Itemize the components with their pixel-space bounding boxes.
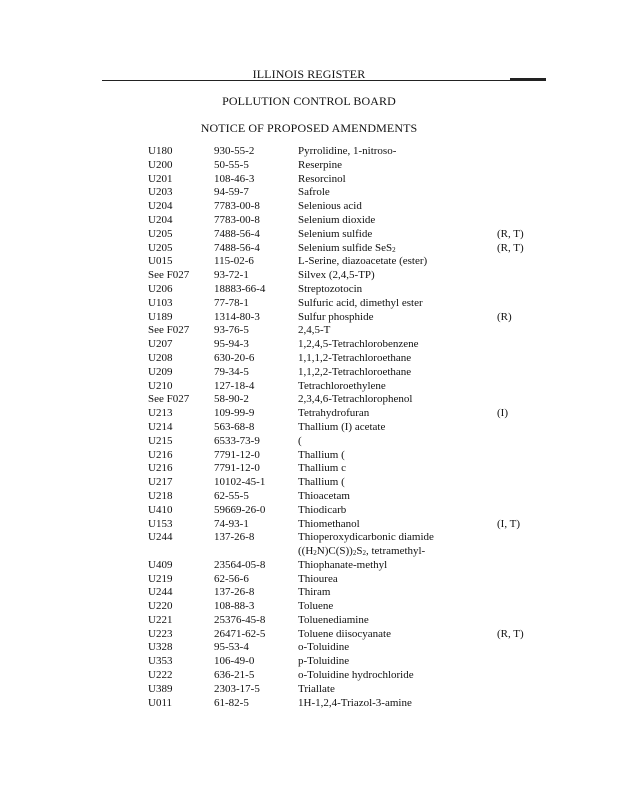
waste-code: U203 <box>148 186 173 199</box>
waste-code: U015 <box>148 255 173 268</box>
cas-number: 106-49-0 <box>214 655 255 668</box>
substance-name <box>298 242 396 256</box>
substance-name <box>298 655 349 669</box>
cas-number: 23564-05-8 <box>214 558 266 571</box>
waste-code: U221 <box>148 613 173 626</box>
cas-number: 7783-00-8 <box>214 200 260 213</box>
substance-name-line: 1,1,2,2-Tetrachloroethane <box>298 365 412 378</box>
notice-title: NOTICE OF PROPOSED AMENDMENTS <box>200 121 418 135</box>
substance-name <box>298 324 330 338</box>
cas-number: 62-56-6 <box>214 572 249 585</box>
substance-name <box>298 504 346 518</box>
cas-number: 115-02-6 <box>214 255 254 268</box>
substance-name-line: Thallium (I) acetate <box>298 420 386 433</box>
table-row <box>148 173 568 187</box>
substance-name <box>298 255 427 269</box>
substance-name-line: o-Toluidine hydrochloride <box>298 669 414 682</box>
substance-name-line: p-Toluidine <box>298 655 350 668</box>
substance-name <box>298 297 423 311</box>
cas-number: 74-93-1 <box>214 517 249 530</box>
substance-name-line: Thiodicarb <box>298 503 347 516</box>
table-row <box>148 490 568 504</box>
waste-code: U207 <box>148 338 173 351</box>
cas-number: 563-68-8 <box>214 420 255 433</box>
waste-code: U208 <box>148 351 173 364</box>
waste-code: U223 <box>148 627 173 640</box>
substance-name <box>298 573 338 587</box>
substance-name <box>298 352 411 366</box>
substance-name <box>298 393 412 407</box>
substance-name-line: Thallium ( <box>298 448 345 461</box>
substance-name <box>298 159 342 173</box>
table-row <box>148 655 568 669</box>
cas-number: 630-20-6 <box>214 351 255 364</box>
waste-code: U103 <box>148 296 173 309</box>
substance-name-line: 1,1,1,2-Tetrachloroethane <box>298 351 412 364</box>
substance-name-line: Sulfur phosphide <box>298 310 374 323</box>
waste-code: U219 <box>148 572 173 585</box>
substance-name-line: Reserpine <box>298 158 342 171</box>
table-row <box>148 614 568 628</box>
waste-code: U200 <box>148 158 173 171</box>
substance-name <box>298 186 330 200</box>
waste-code: U214 <box>148 420 173 433</box>
cas-number: 95-53-4 <box>214 641 249 654</box>
table-row <box>148 407 568 421</box>
table-row <box>148 269 568 283</box>
substance-name <box>298 407 369 421</box>
substance-name <box>298 476 345 490</box>
waste-code: U153 <box>148 517 173 530</box>
substance-name <box>298 683 335 697</box>
table-row <box>148 283 568 297</box>
cas-number: 93-76-5 <box>214 324 249 337</box>
table-row <box>148 311 568 325</box>
waste-code: U180 <box>148 145 173 157</box>
substance-name <box>298 421 385 435</box>
waste-code: U216 <box>148 448 173 461</box>
table-row <box>148 145 568 159</box>
cas-number: 10102-45-1 <box>214 476 266 489</box>
cas-number: 636-21-5 <box>214 669 255 682</box>
cas-number: 26471-62-5 <box>214 627 266 640</box>
waste-code: See F027 <box>148 393 190 406</box>
waste-code: U210 <box>148 379 173 392</box>
hazard-code: (R) <box>497 310 512 323</box>
cas-number: 7488-56-4 <box>214 241 260 254</box>
cas-number: 59669-26-0 <box>214 503 266 516</box>
substance-name-line: Safrole <box>298 186 330 199</box>
waste-code: U220 <box>148 600 173 613</box>
waste-code: U222 <box>148 669 173 682</box>
cas-number: 50-55-5 <box>214 158 249 171</box>
hazard-code: (R, T) <box>497 241 524 254</box>
waste-code: U244 <box>148 531 173 544</box>
cas-number: 6533-73-9 <box>214 434 260 447</box>
waste-code: U011 <box>148 696 173 709</box>
table-row <box>148 462 568 476</box>
substance-name-line: Selenium sulfide <box>298 227 373 240</box>
table-row <box>148 600 568 614</box>
cas-number: 62-55-5 <box>214 489 249 502</box>
cas-number: 1314-80-3 <box>214 310 260 323</box>
waste-code: U209 <box>148 365 173 378</box>
table-row <box>148 628 568 642</box>
substance-name <box>298 518 360 532</box>
substance-name <box>298 600 333 614</box>
substance-name-line: Thiourea <box>298 572 338 585</box>
waste-code: U218 <box>148 489 173 502</box>
table-row <box>148 352 568 366</box>
cas-number: 94-59-7 <box>214 186 249 199</box>
substance-name-line: 2,3,4,6-Tetrachlorophenol <box>298 393 413 406</box>
substance-name-line: Thioperoxydicarbonic diamide <box>298 531 434 544</box>
waste-code: U205 <box>148 241 173 254</box>
cas-number: 7791-12-0 <box>214 462 260 475</box>
table-row <box>148 200 568 214</box>
cas-number: 61-82-5 <box>214 696 249 709</box>
waste-code: U409 <box>148 558 173 571</box>
substance-name-line: Thallium c <box>298 462 346 475</box>
substance-name-line: Toluene <box>298 600 334 613</box>
substance-name-line: 2,4,5-T <box>298 324 331 337</box>
board-name: POLLUTION CONTROL BOARD <box>222 94 396 108</box>
substance-name <box>298 214 375 228</box>
substance-name <box>298 531 434 559</box>
substance-name-line: Thioacetam <box>298 489 350 502</box>
waste-code: U353 <box>148 655 173 668</box>
substance-name <box>298 283 362 297</box>
substance-name-line: $((H_2N)C(S))_2S_2$, tetramethyl- <box>298 545 426 558</box>
table-row <box>148 214 568 228</box>
waste-code: U216 <box>148 462 173 475</box>
table-row <box>148 421 568 435</box>
cas-number: 95-94-3 <box>214 338 249 351</box>
waste-code: U201 <box>148 172 173 185</box>
cas-number: 58-90-2 <box>214 393 249 406</box>
table-row <box>148 186 568 200</box>
waste-code: See F027 <box>148 324 190 337</box>
substance-name-line: Thiomethanol <box>298 517 360 530</box>
table-row <box>148 531 568 558</box>
substance-name <box>298 200 362 214</box>
table-row <box>148 559 568 573</box>
substance-name <box>298 586 330 600</box>
waste-code: See F027 <box>148 269 190 282</box>
hazard-code: (R, T) <box>497 627 524 640</box>
hazard-code: (R, T) <box>497 227 524 240</box>
table-row <box>148 504 568 518</box>
substance-name <box>298 559 387 573</box>
table-row <box>148 435 568 449</box>
cas-number: 77-78-1 <box>214 296 249 309</box>
table-row <box>148 449 568 463</box>
table-row <box>148 228 568 242</box>
substance-name-line: Thallium ( <box>298 476 345 489</box>
substance-name <box>298 228 372 242</box>
table-row <box>148 586 568 600</box>
substance-name-line: 1H-1,2,4-Triazol-3-amine <box>298 696 412 709</box>
hazard-code: (I, T) <box>497 517 521 530</box>
table-row <box>148 641 568 655</box>
waste-code: U389 <box>148 682 173 695</box>
substance-name-line: Triallate <box>298 682 335 695</box>
table-row <box>148 297 568 311</box>
table-row <box>148 380 568 394</box>
substance-name <box>298 628 391 642</box>
substance-name <box>298 435 302 449</box>
table-row <box>148 255 568 269</box>
substance-name-line: o-Toluidine <box>298 641 350 654</box>
table-row <box>148 573 568 587</box>
cas-number: 108-46-3 <box>214 172 255 185</box>
substance-name-line: Silvex (2,4,5-TP) <box>298 269 375 282</box>
waste-code: U189 <box>148 310 173 323</box>
waste-code: U328 <box>148 641 173 654</box>
cas-number: 7783-00-8 <box>214 213 260 226</box>
substance-name-line: Pyrrolidine, 1-nitroso- <box>298 145 397 157</box>
register-title: ILLINOIS REGISTER <box>252 67 366 81</box>
substance-name <box>298 614 369 628</box>
cas-number: 137-26-8 <box>214 586 255 599</box>
waste-code: U204 <box>148 200 173 213</box>
table-row <box>148 476 568 490</box>
cas-number: 137-26-8 <box>214 531 255 544</box>
table-row <box>148 683 568 697</box>
table-row <box>148 338 568 352</box>
substance-name <box>298 269 375 283</box>
substance-name-line: Selenious acid <box>298 200 362 213</box>
cas-number: 109-99-9 <box>214 407 255 420</box>
waste-code: U213 <box>148 407 173 420</box>
substance-name-line: Resorcinol <box>298 172 346 185</box>
table-row <box>148 324 568 338</box>
substance-name-line: Streptozotocin <box>298 282 363 295</box>
substance-name <box>298 641 349 655</box>
substance-name <box>298 380 386 394</box>
substance-name <box>298 490 350 504</box>
table-row <box>148 242 568 256</box>
waste-code: U410 <box>148 503 173 516</box>
substance-name-line: L-Serine, diazoacetate (ester) <box>298 255 428 268</box>
table-row <box>148 159 568 173</box>
table-row <box>148 393 568 407</box>
substance-name <box>298 669 414 683</box>
cas-number: 7791-12-0 <box>214 448 260 461</box>
substance-name <box>298 145 396 159</box>
substance-name-line: Selenium sulfide SeS$_2$ <box>298 241 396 254</box>
substance-name <box>298 173 346 187</box>
substance-name <box>298 449 345 463</box>
cas-number: 930-55-2 <box>214 145 255 157</box>
waste-code: U217 <box>148 476 173 489</box>
hazard-code: (I) <box>497 407 508 420</box>
cas-number: 7488-56-4 <box>214 227 260 240</box>
substance-name-line: Toluenediamine <box>298 613 369 626</box>
waste-code: U205 <box>148 227 173 240</box>
table-row <box>148 669 568 683</box>
substance-name <box>298 366 411 380</box>
substance-name-line: Tetrahydrofuran <box>298 407 370 420</box>
waste-code: U206 <box>148 282 173 295</box>
waste-code-table <box>148 145 568 710</box>
substance-name-line: Thiram <box>298 586 331 599</box>
cas-number: 18883-66-4 <box>214 282 266 295</box>
waste-code: U204 <box>148 213 173 226</box>
waste-code: U244 <box>148 586 173 599</box>
table-row <box>148 518 568 532</box>
table-row <box>148 366 568 380</box>
substance-name <box>298 311 373 325</box>
cas-number: 2303-17-5 <box>214 682 260 695</box>
substance-name-line: 1,2,4,5-Tetrachlorobenzene <box>298 338 419 351</box>
substance-name-line: Tetrachloroethylene <box>298 379 386 392</box>
substance-name <box>298 462 346 476</box>
cas-number: 108-88-3 <box>214 600 255 613</box>
cas-number: 25376-45-8 <box>214 613 266 626</box>
substance-name <box>298 697 412 711</box>
cas-number: 79-34-5 <box>214 365 249 378</box>
substance-name-line: Thiophanate-methyl <box>298 558 388 571</box>
substance-name <box>298 338 418 352</box>
waste-code: U215 <box>148 434 173 447</box>
substance-name-line: ( <box>298 434 302 447</box>
table-row <box>148 697 568 711</box>
substance-name-line: Sulfuric acid, dimethyl ester <box>298 296 423 309</box>
cas-number: 93-72-1 <box>214 269 249 282</box>
substance-name-line: Selenium dioxide <box>298 213 376 226</box>
substance-name-line: Toluene diisocyanate <box>298 627 392 640</box>
cas-number: 127-18-4 <box>214 379 255 392</box>
